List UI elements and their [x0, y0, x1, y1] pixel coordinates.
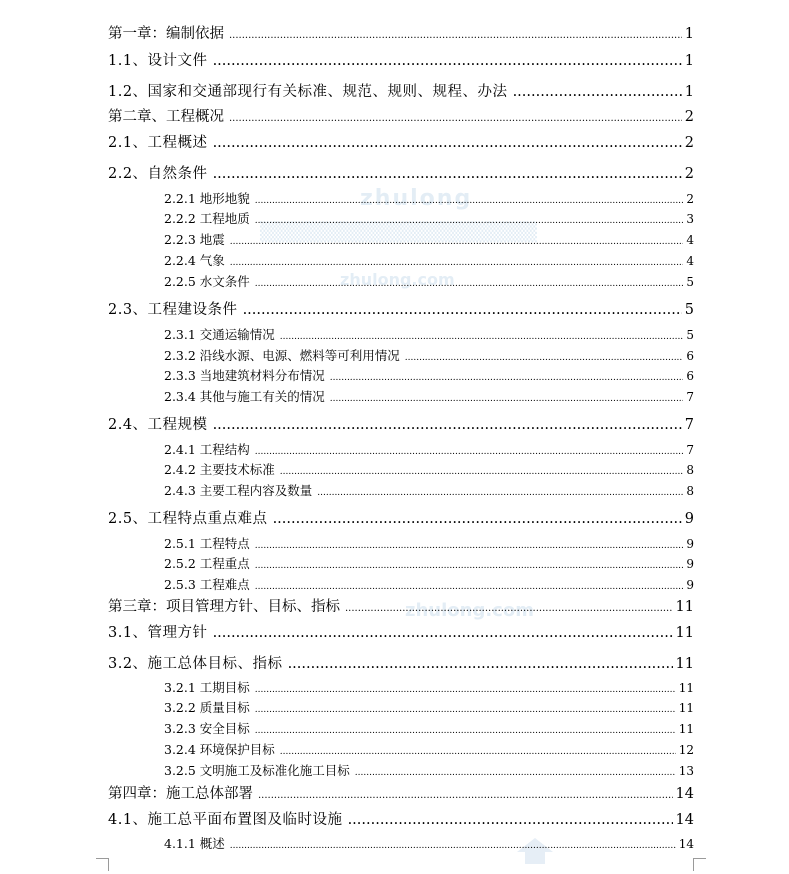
- toc-entry-page-number: 11: [678, 722, 694, 736]
- toc-entry-title: 2.4.2 主要技术标准: [164, 462, 275, 477]
- watermark: zhulong: [360, 186, 473, 211]
- toc-entry-title: 3.2、施工总体目标、指标: [108, 656, 283, 672]
- toc-entry[interactable]: [164, 272, 694, 290]
- toc-entry-page-number: 1: [684, 84, 694, 100]
- toc-leader-dots: [213, 625, 673, 641]
- toc-entry-title: 2.4.3 主要工程内容及数量: [164, 483, 313, 498]
- toc-entry[interactable]: [108, 105, 694, 126]
- toc-entry-page-number: 6: [686, 369, 694, 383]
- toc-entry-title: 2.5.2 工程重点: [164, 556, 250, 571]
- toc-entry-title: 3.2.1 工期目标: [164, 680, 250, 695]
- toc-entry-page-number: 5: [686, 328, 694, 342]
- toc-entry-page-number: 11: [678, 701, 694, 715]
- toc-entry-title: 第三章：项目管理方针、目标、指标: [108, 599, 340, 615]
- toc-entry-title: 第四章：施工总体部署: [108, 786, 253, 802]
- toc-leader-dots: [255, 447, 683, 457]
- toc-entry-page-number: 11: [678, 681, 694, 695]
- toc-entry-title: 2.5.1 工程特点: [164, 536, 250, 551]
- toc-entry-page-number: 14: [675, 786, 694, 802]
- toc-entry-page-number: 9: [686, 578, 694, 592]
- toc-leader-dots: [255, 541, 683, 551]
- toc-entry-page-number: 8: [686, 463, 694, 477]
- toc-leader-dots: [229, 113, 682, 124]
- toc-entry-page-number: 2: [684, 109, 694, 125]
- toc-entry[interactable]: [164, 251, 694, 269]
- page-corner-mark: [96, 858, 109, 871]
- toc-entry-title: 2.2.1 地形地貌: [164, 191, 250, 206]
- toc-entry[interactable]: [108, 413, 694, 434]
- toc-entry-title: 2.1、工程概述: [108, 135, 208, 151]
- toc-leader-dots: [230, 258, 683, 268]
- page-corner-mark: [693, 858, 706, 871]
- toc-entry-title: 2.5、工程特点重点难点: [108, 511, 268, 527]
- toc-entry-title: 3.2.5 文明施工及标准化施工目标: [164, 763, 350, 778]
- toc-leader-dots: [258, 790, 673, 801]
- toc-entry-page-number: 5: [686, 275, 694, 289]
- toc-entry-title: 2.3.4 其他与施工有关的情况: [164, 389, 325, 404]
- toc-entry[interactable]: [164, 481, 694, 499]
- toc-entry-page-number: 7: [686, 443, 694, 457]
- toc-entry[interactable]: [164, 325, 694, 343]
- toc-leader-dots: [255, 216, 683, 226]
- watermark: ▒▒▒▒▒▒▒▒▒▒▒▒▒▒▒▒▒▒▒▒: [260, 222, 537, 243]
- toc-entry[interactable]: [164, 761, 694, 779]
- toc-entry-page-number: 11: [675, 599, 694, 615]
- toc-entry-page-number: 4: [686, 233, 694, 247]
- toc-entry-page-number: 14: [678, 837, 694, 851]
- toc-entry[interactable]: [164, 230, 694, 248]
- toc-entry[interactable]: [164, 678, 694, 696]
- toc-leader-dots: [280, 332, 683, 342]
- toc-entry-title: 2.2.2 工程地质: [164, 211, 250, 226]
- toc-entry-page-number: 11: [675, 656, 694, 672]
- toc-leader-dots: [348, 812, 673, 828]
- toc-entry-page-number: 2: [684, 166, 694, 182]
- toc-entry-title: 2.2.3 地震: [164, 232, 225, 247]
- toc-entry[interactable]: [108, 652, 694, 673]
- toc-entry-page-number: 1: [684, 53, 694, 69]
- toc-leader-dots: [213, 135, 682, 151]
- toc-entry[interactable]: [164, 189, 694, 207]
- toc-leader-dots: [255, 582, 683, 592]
- toc-entry-title: 1.2、国家和交通部现行有关标准、规范、规则、规程、办法: [108, 84, 508, 100]
- toc-entry-title: 3.2.2 质量目标: [164, 700, 250, 715]
- toc-entry-title: 3.2.3 安全目标: [164, 721, 250, 736]
- toc-entry-page-number: 5: [684, 302, 694, 318]
- toc-entry[interactable]: [108, 80, 694, 101]
- toc-leader-dots: [513, 84, 682, 100]
- toc-entry[interactable]: [108, 49, 694, 70]
- toc-leader-dots: [213, 53, 682, 69]
- toc-entry[interactable]: [108, 621, 694, 642]
- toc-leader-dots: [273, 511, 682, 527]
- toc-entry[interactable]: [164, 534, 694, 552]
- toc-entry[interactable]: [108, 507, 694, 528]
- toc-entry-title: 3.2.4 环境保护目标: [164, 742, 275, 757]
- toc-entry-title: 3.1、管理方针: [108, 625, 208, 641]
- toc-leader-dots: [213, 166, 682, 182]
- toc-entry-title: 4.1、施工总平面布置图及临时设施: [108, 812, 343, 828]
- watermark: zhulong.com: [405, 600, 534, 621]
- toc-entry-title: 2.3.3 当地建筑材料分布情况: [164, 368, 325, 383]
- toc-leader-dots: [255, 196, 683, 206]
- toc-entry[interactable]: [164, 387, 694, 405]
- toc-leader-dots: [230, 841, 676, 851]
- toc-entry[interactable]: [164, 719, 694, 737]
- toc-entry-page-number: 4: [686, 254, 694, 268]
- toc-entry[interactable]: [164, 740, 694, 758]
- toc-entry-title: 4.1.1 概述: [164, 836, 225, 851]
- toc-entry-page-number: 2: [684, 135, 694, 151]
- toc-leader-dots: [213, 417, 682, 433]
- toc-entry-title: 2.2、自然条件: [108, 166, 208, 182]
- watermark: zhulong.com: [340, 270, 455, 289]
- toc-entry[interactable]: [164, 440, 694, 458]
- toc-entry-page-number: 9: [686, 537, 694, 551]
- toc-entry-title: 2.4.1 工程结构: [164, 442, 250, 457]
- toc-entry[interactable]: [164, 209, 694, 227]
- toc-entry[interactable]: [108, 595, 694, 616]
- toc-leader-dots: [229, 30, 682, 41]
- toc-entry-page-number: 9: [686, 557, 694, 571]
- toc-leader-dots: [405, 353, 683, 363]
- toc-entry-title: 2.3.2 沿线水源、电源、燃料等可利用情况: [164, 348, 400, 363]
- toc-leader-dots: [330, 394, 683, 404]
- toc-leader-dots: [255, 279, 683, 289]
- toc-leader-dots: [317, 488, 683, 498]
- toc-entry[interactable]: [164, 554, 694, 572]
- toc-leader-dots: [280, 747, 676, 757]
- toc-entry[interactable]: [108, 808, 694, 829]
- toc-entry[interactable]: [164, 698, 694, 716]
- toc-entry-title: 2.3.1 交通运输情况: [164, 327, 275, 342]
- toc-entry-page-number: 7: [686, 390, 694, 404]
- toc-entry-page-number: 9: [684, 511, 694, 527]
- toc-entry-title: 2.3、工程建设条件: [108, 302, 238, 318]
- toc-leader-dots: [255, 561, 683, 571]
- toc-entry-page-number: 1: [684, 26, 694, 42]
- toc-entry-title: 第一章：编制依据: [108, 26, 224, 42]
- toc-entry[interactable]: [108, 782, 694, 803]
- toc-entry[interactable]: [164, 834, 694, 852]
- toc-leader-dots: [288, 656, 673, 672]
- toc-leader-dots: [255, 685, 676, 695]
- toc-entry[interactable]: [164, 575, 694, 593]
- toc-entry[interactable]: [108, 298, 694, 319]
- toc-entry-page-number: 8: [686, 484, 694, 498]
- toc-entry-title: 2.2.5 水文条件: [164, 274, 250, 289]
- toc-entry-page-number: 7: [684, 417, 694, 433]
- toc-leader-dots: [355, 768, 676, 778]
- toc-leader-dots: [255, 726, 676, 736]
- toc-leader-dots: [280, 467, 683, 477]
- toc-entry[interactable]: [164, 460, 694, 478]
- toc-entry-title: 2.4、工程规模: [108, 417, 208, 433]
- toc-entry[interactable]: [108, 162, 694, 183]
- toc-entry-page-number: 6: [686, 349, 694, 363]
- toc-entry-title: 1.1、设计文件: [108, 53, 208, 69]
- toc-entry[interactable]: [108, 22, 694, 43]
- toc-leader-dots: [255, 705, 676, 715]
- toc-entry-page-number: 3: [686, 212, 694, 226]
- toc-entry[interactable]: [108, 131, 694, 152]
- toc-entry-page-number: 14: [675, 812, 694, 828]
- toc-entry-page-number: 12: [678, 743, 694, 757]
- toc-entry-title: 第二章、工程概况: [108, 109, 224, 125]
- toc-entry[interactable]: [164, 346, 694, 364]
- toc-entry-page-number: 11: [675, 625, 694, 641]
- toc-leader-dots: [330, 373, 683, 383]
- toc-entry[interactable]: [164, 366, 694, 384]
- toc-leader-dots: [345, 603, 673, 614]
- toc-entry-title: 2.2.4 气象: [164, 253, 225, 268]
- toc-entry-title: 2.5.3 工程难点: [164, 577, 250, 592]
- toc-entry-page-number: 13: [678, 764, 694, 778]
- toc-entry-page-number: 2: [686, 192, 694, 206]
- toc-leader-dots: [243, 302, 682, 318]
- toc-leader-dots: [230, 237, 683, 247]
